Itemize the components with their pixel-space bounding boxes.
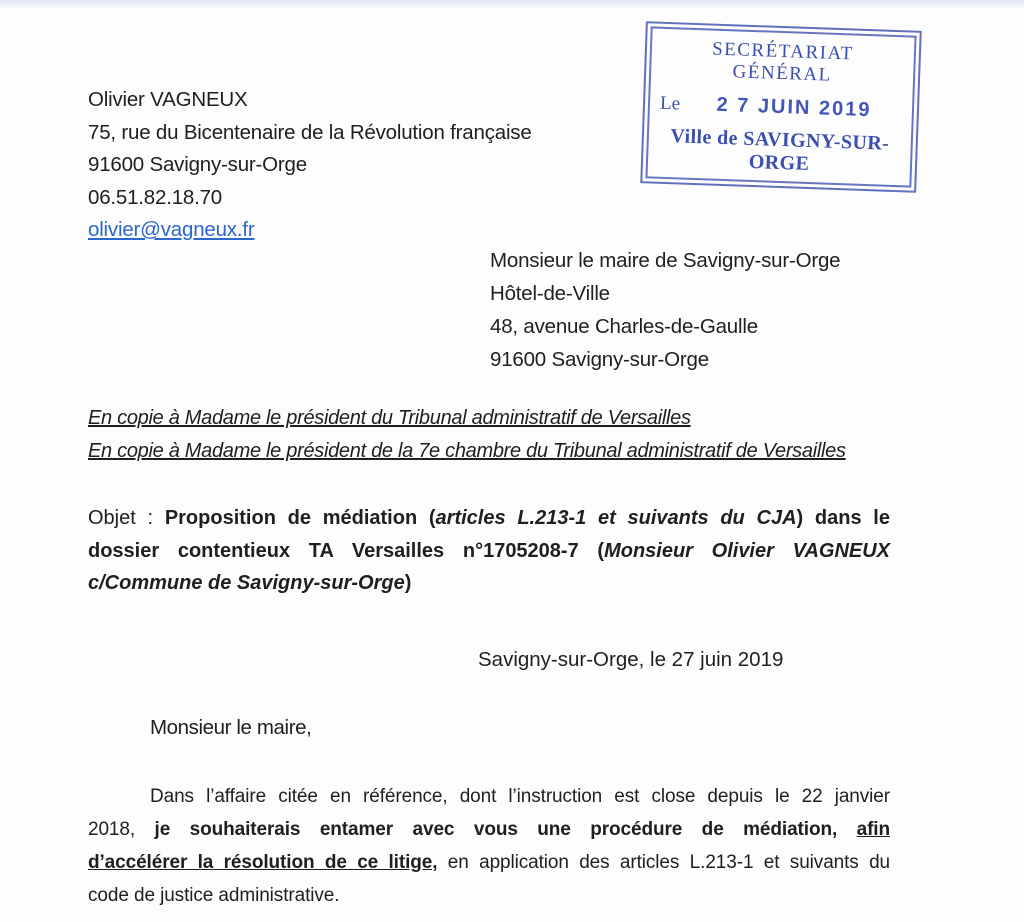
body-segment: 2018, — [88, 819, 155, 840]
copy-line-chambre: En copie à Madame le président de la 7e chambre du Tribunal administratif de Versailles — [88, 440, 846, 462]
body-segment: je souhaiterais entamer avec vous une procédure de médiation, — [154, 819, 857, 840]
stamp-received-date: 2 7 JUIN 2019 — [716, 93, 872, 121]
sender-city: 91600 Savigny-sur-Orge — [88, 153, 307, 176]
subject-line-3 — [88, 567, 890, 600]
registry-stamp — [640, 21, 921, 193]
subject-segment: Proposition de médiation ( — [164, 507, 436, 529]
letter-dateline: Savigny-sur-Orge, le 27 juin 2019 — [478, 648, 784, 671]
body-segment: afin — [856, 819, 890, 840]
copy-line-tribunal: En copie à Madame le président du Tribunal administratif de Versailles — [88, 407, 691, 429]
subject-segment: Monsieur Olivier VAGNEUX — [604, 539, 891, 562]
stamp-city-line: Ville de SAVIGNY-SUR-ORGE — [670, 125, 890, 176]
stamp-content — [647, 28, 914, 185]
recipient-title: Monsieur le maire de Savigny-sur-Orge — [490, 249, 841, 272]
sender-name: Olivier VAGNEUX — [88, 88, 248, 111]
body-line-4: code de justice administrative. — [88, 885, 340, 906]
recipient-street: 48, avenue Charles-de-Gaulle — [490, 315, 758, 338]
sender-block — [88, 84, 532, 247]
subject-label: Objet : — [88, 507, 165, 529]
body-paragraph — [88, 780, 890, 912]
recipient-block — [490, 244, 840, 376]
subject-line-2 — [88, 535, 890, 568]
copy-lines — [88, 402, 846, 468]
recipient-building: Hôtel-de-Ville — [490, 282, 610, 305]
sender-phone: 06.51.82.18.70 — [88, 185, 222, 209]
scan-edge-shading — [0, 0, 1024, 10]
salutation: Monsieur le maire, — [150, 716, 312, 739]
stamp-le-label: Le — [659, 92, 681, 114]
stamp-title: SECRÉTARIAT GÉNÉRAL — [711, 38, 855, 86]
stamp-date-row — [658, 91, 905, 123]
body-segment: d’accélérer la résolution de ce litige, — [88, 852, 438, 873]
body-line-3 — [88, 846, 890, 879]
subject-segment: dossier contentieux TA Versailles n°1705208-7 ( — [88, 539, 605, 562]
subject-segment: articles L.213-1 et suivants du CJA — [435, 507, 797, 529]
sender-email-link: olivier@vagneux.fr — [88, 218, 255, 241]
subject-segment: ) dans le — [796, 507, 890, 529]
body-line-2 — [88, 813, 890, 846]
body-segment: en application des articles L.213-1 et suivants du — [437, 852, 891, 873]
body-line-1: Dans l’affaire citée en référence, dont l’instruction est close depuis le 22 janvier — [150, 786, 890, 807]
subject-line-1 — [88, 502, 890, 535]
subject-paragraph — [88, 502, 890, 600]
sender-street: 75, rue du Bicentenaire de la Révolution française — [88, 120, 532, 144]
subject-segment: ) — [404, 572, 412, 594]
subject-segment: c/Commune de Savigny-sur-Orge — [88, 572, 405, 594]
recipient-city: 91600 Savigny-sur-Orge — [490, 348, 709, 371]
